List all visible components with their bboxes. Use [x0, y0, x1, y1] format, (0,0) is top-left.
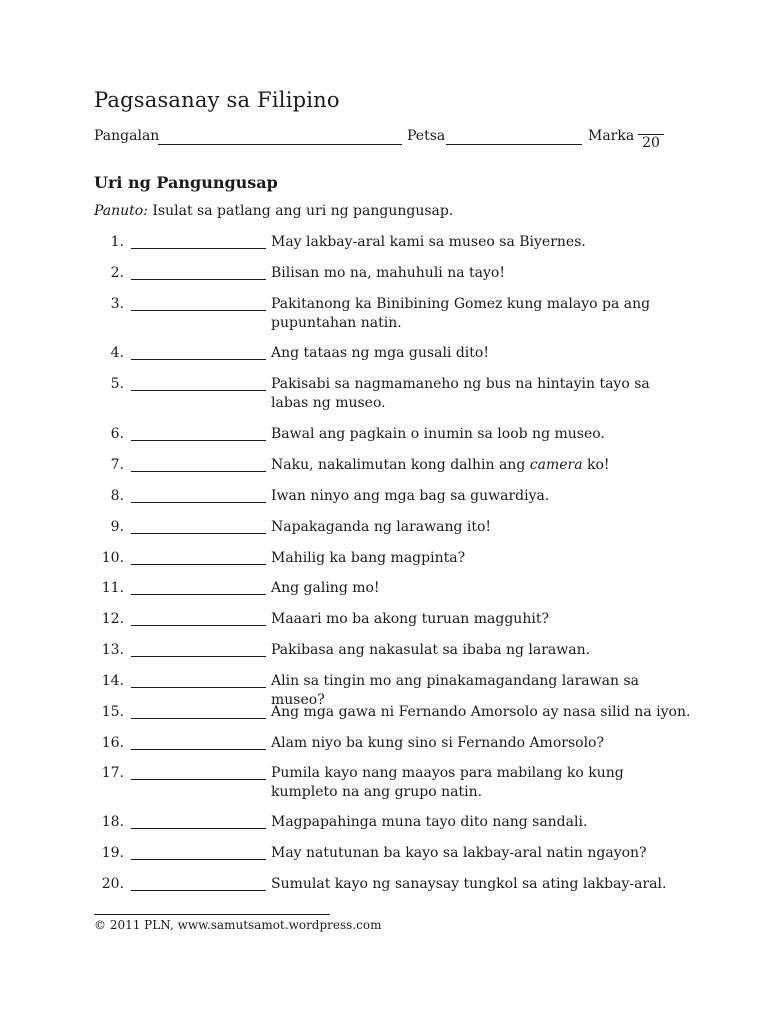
answer-blank[interactable]: [131, 779, 266, 780]
answer-blank[interactable]: [131, 248, 266, 249]
directions: [94, 203, 453, 219]
answer-blank[interactable]: [131, 828, 266, 829]
question-text: Alam niyo ba kung sino si Fernando Amorsolo?: [271, 735, 604, 751]
question-number: 17.: [101, 765, 124, 781]
question-text: Magpapahinga muna tayo dito nang sandali.: [271, 814, 588, 830]
question-number: 20.: [101, 876, 124, 892]
question-text: Ang tataas ng mga gusali dito!: [271, 345, 489, 361]
directions-text: Isulat sa patlang ang uri ng pangungusap.: [152, 203, 454, 219]
question-number: 6.: [110, 426, 124, 442]
question-text: Alin sa tingin mo ang pinakamagandang larawan sa museo?: [271, 673, 639, 708]
score-label: Marka: [588, 128, 635, 144]
answer-blank[interactable]: [131, 859, 266, 860]
question-number: 5.: [110, 376, 124, 392]
date-label: Petsa: [407, 128, 446, 144]
answer-blank[interactable]: [131, 310, 266, 311]
question-number: 10.: [101, 550, 124, 566]
answer-blank[interactable]: [131, 625, 266, 626]
question-text: Ang mga gawa ni Fernando Amorsolo ay nasa silid na iyon.: [271, 704, 691, 720]
question-number: 7.: [110, 457, 124, 473]
question-text: May natutunan ba kayo sa lakbay-aral natin ngayon?: [271, 845, 647, 861]
question-number: 2.: [110, 265, 124, 281]
question-text: Bilisan mo na, mahuhuli na tayo!: [271, 265, 505, 281]
section-title: Uri ng Pangungusap: [94, 173, 278, 192]
question-text-italic: camera: [529, 457, 583, 473]
answer-blank[interactable]: [131, 564, 266, 565]
answer-blank[interactable]: [131, 390, 266, 391]
answer-blank[interactable]: [131, 718, 266, 719]
answer-blank[interactable]: [131, 656, 266, 657]
question-text: Pakisabi sa nagmamaneho ng bus na hintayin tayo sa labas ng museo.: [271, 376, 650, 411]
question-text: May lakbay-aral kami sa museo sa Biyernes.: [271, 234, 586, 250]
question-number: 9.: [110, 519, 124, 535]
question-text: Pumila kayo nang maayos para mabilang ko kung kumpleto na ang grupo natin.: [271, 765, 624, 800]
question-number: 14.: [101, 673, 124, 689]
answer-blank[interactable]: [131, 594, 266, 595]
question-text: Ang galing mo!: [271, 580, 380, 596]
answer-blank[interactable]: [131, 890, 266, 891]
question-number: 15.: [101, 704, 124, 720]
answer-blank[interactable]: [131, 279, 266, 280]
question-text: [271, 456, 691, 475]
answer-blank[interactable]: [131, 502, 266, 503]
answer-blank[interactable]: [131, 359, 266, 360]
score-total: 20: [642, 135, 660, 151]
question-number: 13.: [101, 642, 124, 658]
question-text: Bawal ang pagkain o inumin sa loob ng museo.: [271, 426, 605, 442]
question-number: 11.: [101, 580, 124, 596]
worksheet-title: Pagsasanay sa Filipino: [94, 88, 340, 112]
question-number: 12.: [101, 611, 124, 627]
answer-blank[interactable]: [131, 440, 266, 441]
score-fraction: [638, 134, 664, 151]
question-number: 18.: [101, 814, 124, 830]
copyright-footer: © 2011 PLN, www.samutsamot.wordpress.com: [94, 918, 382, 932]
question-number: 19.: [101, 845, 124, 861]
question-text: Maaari mo ba akong turuan magguhit?: [271, 611, 549, 627]
question-text-part: Naku, nakalimutan kong dalhin ang: [271, 457, 530, 473]
question-number: 8.: [110, 488, 124, 504]
answer-blank[interactable]: [131, 749, 266, 750]
directions-lead: Panuto:: [94, 203, 148, 219]
name-blank[interactable]: [158, 144, 402, 145]
question-number: 4.: [110, 345, 124, 361]
name-label: Pangalan: [94, 128, 160, 144]
question-text: Sumulat kayo ng sanaysay tungkol sa ating lakbay-aral.: [271, 876, 667, 892]
answer-blank[interactable]: [131, 687, 266, 688]
question-number: 16.: [101, 735, 124, 751]
date-blank[interactable]: [446, 144, 582, 145]
question-number: 3.: [110, 296, 124, 312]
footer-divider: [94, 914, 330, 915]
student-info-row: [94, 128, 694, 158]
question-text: Pakitanong ka Binibining Gomez kung malayo pa ang pupuntahan natin.: [271, 296, 651, 331]
question-text: Napakaganda ng larawang ito!: [271, 519, 492, 535]
question-text: Mahilig ka bang magpinta?: [271, 550, 466, 566]
question-number: 1.: [110, 234, 124, 250]
answer-blank[interactable]: [131, 471, 266, 472]
question-text: Iwan ninyo ang mga bag sa guwardiya.: [271, 488, 550, 504]
question-text-part: ko!: [582, 457, 610, 473]
answer-blank[interactable]: [131, 533, 266, 534]
question-text: Pakibasa ang nakasulat sa ibaba ng larawan.: [271, 642, 591, 658]
